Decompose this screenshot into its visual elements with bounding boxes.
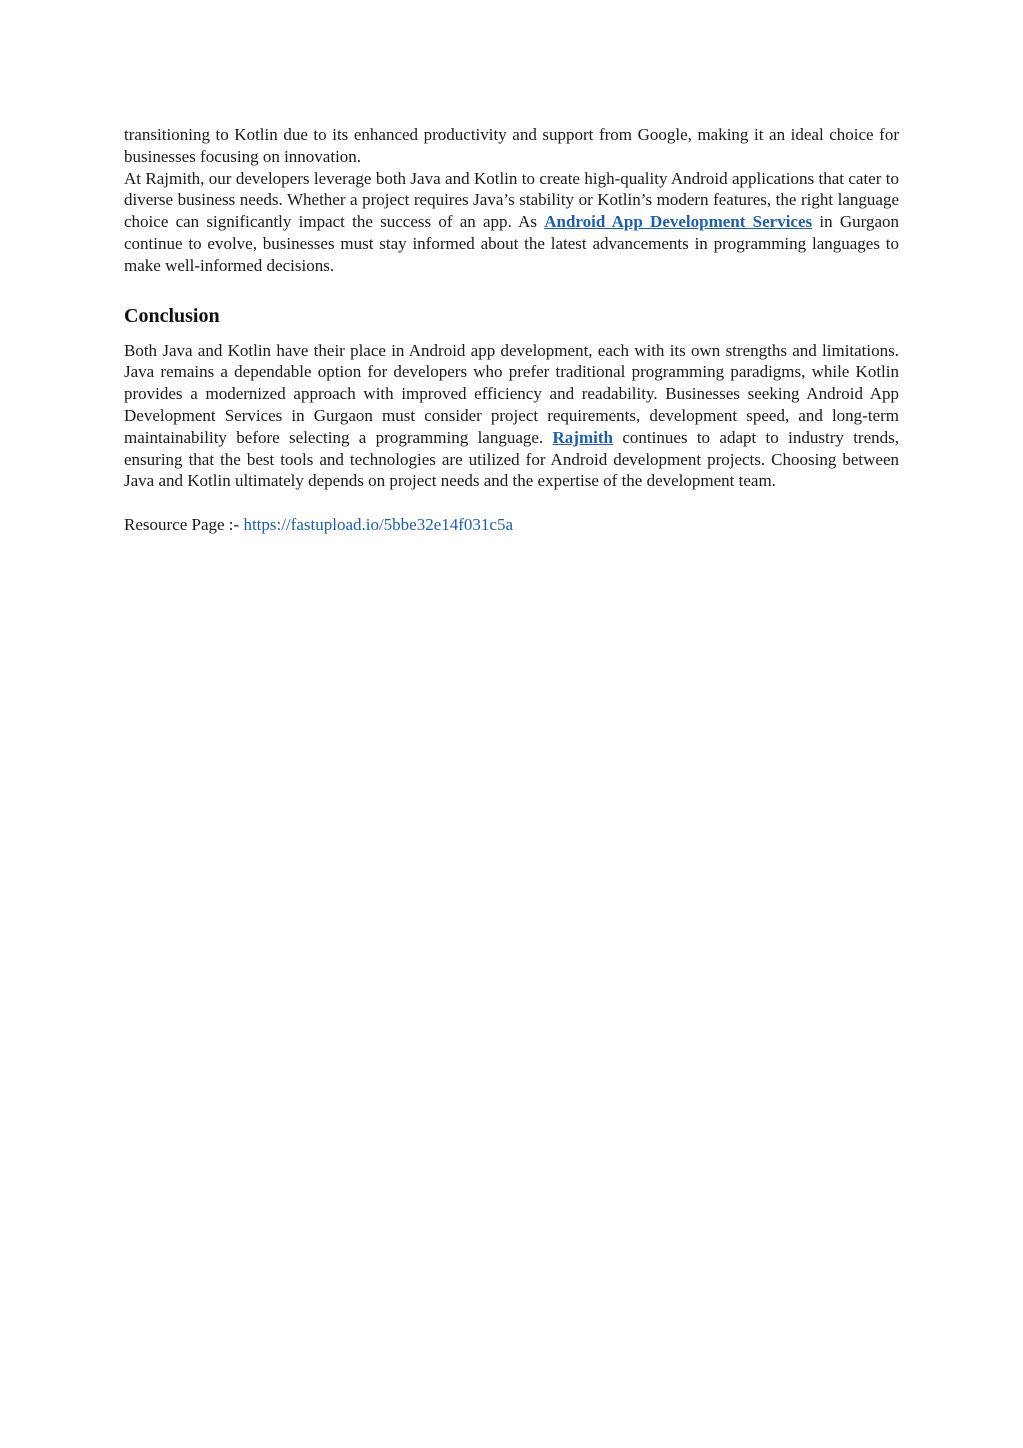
intro-paragraph-2-text-a: At Rajmith, our developers leverage both Java and Kotlin to create high-quality Android applications that cater to diverse business needs. Whether a project requires Java’s stability or Kotlin’s modern features, the right language choice can significantly impact the success of an app. As (124, 168, 899, 232)
rajmith-link[interactable]: Rajmith (552, 427, 613, 447)
conclusion-text-a: Both Java and Kotlin have their place in Android app development, each with its own strengths and limitations. Java remains a dependable option for developers who prefer traditional programming paradigms, while Kotlin provides a modernized approach with improved efficiency and readability. Businesses seeking Android App Development Services in Gurgaon must consider project requirements, development speed, and long-term maintainability before selecting a programming language. (124, 340, 899, 447)
intro-paragraph-2 (124, 168, 899, 277)
resource-line (124, 514, 899, 536)
intro-paragraph-2-text-b: in Gurgaon continue to evolve, businesses must stay informed about the latest advancements in programming languages to make well-informed decisions. (124, 212, 899, 275)
resource-page-link[interactable]: https://fastupload.io/5bbe32e14f031c5a (243, 515, 514, 535)
android-app-development-services-link[interactable]: Android App Development Services (544, 212, 813, 232)
intro-paragraph-1: transitioning to Kotlin due to its enhanced productivity and support from Google, making it an ideal choice for businesses focusing on innovation. (124, 125, 899, 166)
conclusion-heading: Conclusion (124, 304, 220, 327)
conclusion-paragraph (124, 340, 899, 493)
conclusion-text-b: continues to adapt to industry trends, ensuring that the best tools and technologies are utilized for Android development projects. Choosing between Java and Kotlin ultimately depends on project needs and the expertise of the development team. (124, 427, 899, 491)
page-content (124, 124, 899, 536)
resource-label: Resource Page :- (124, 515, 244, 535)
